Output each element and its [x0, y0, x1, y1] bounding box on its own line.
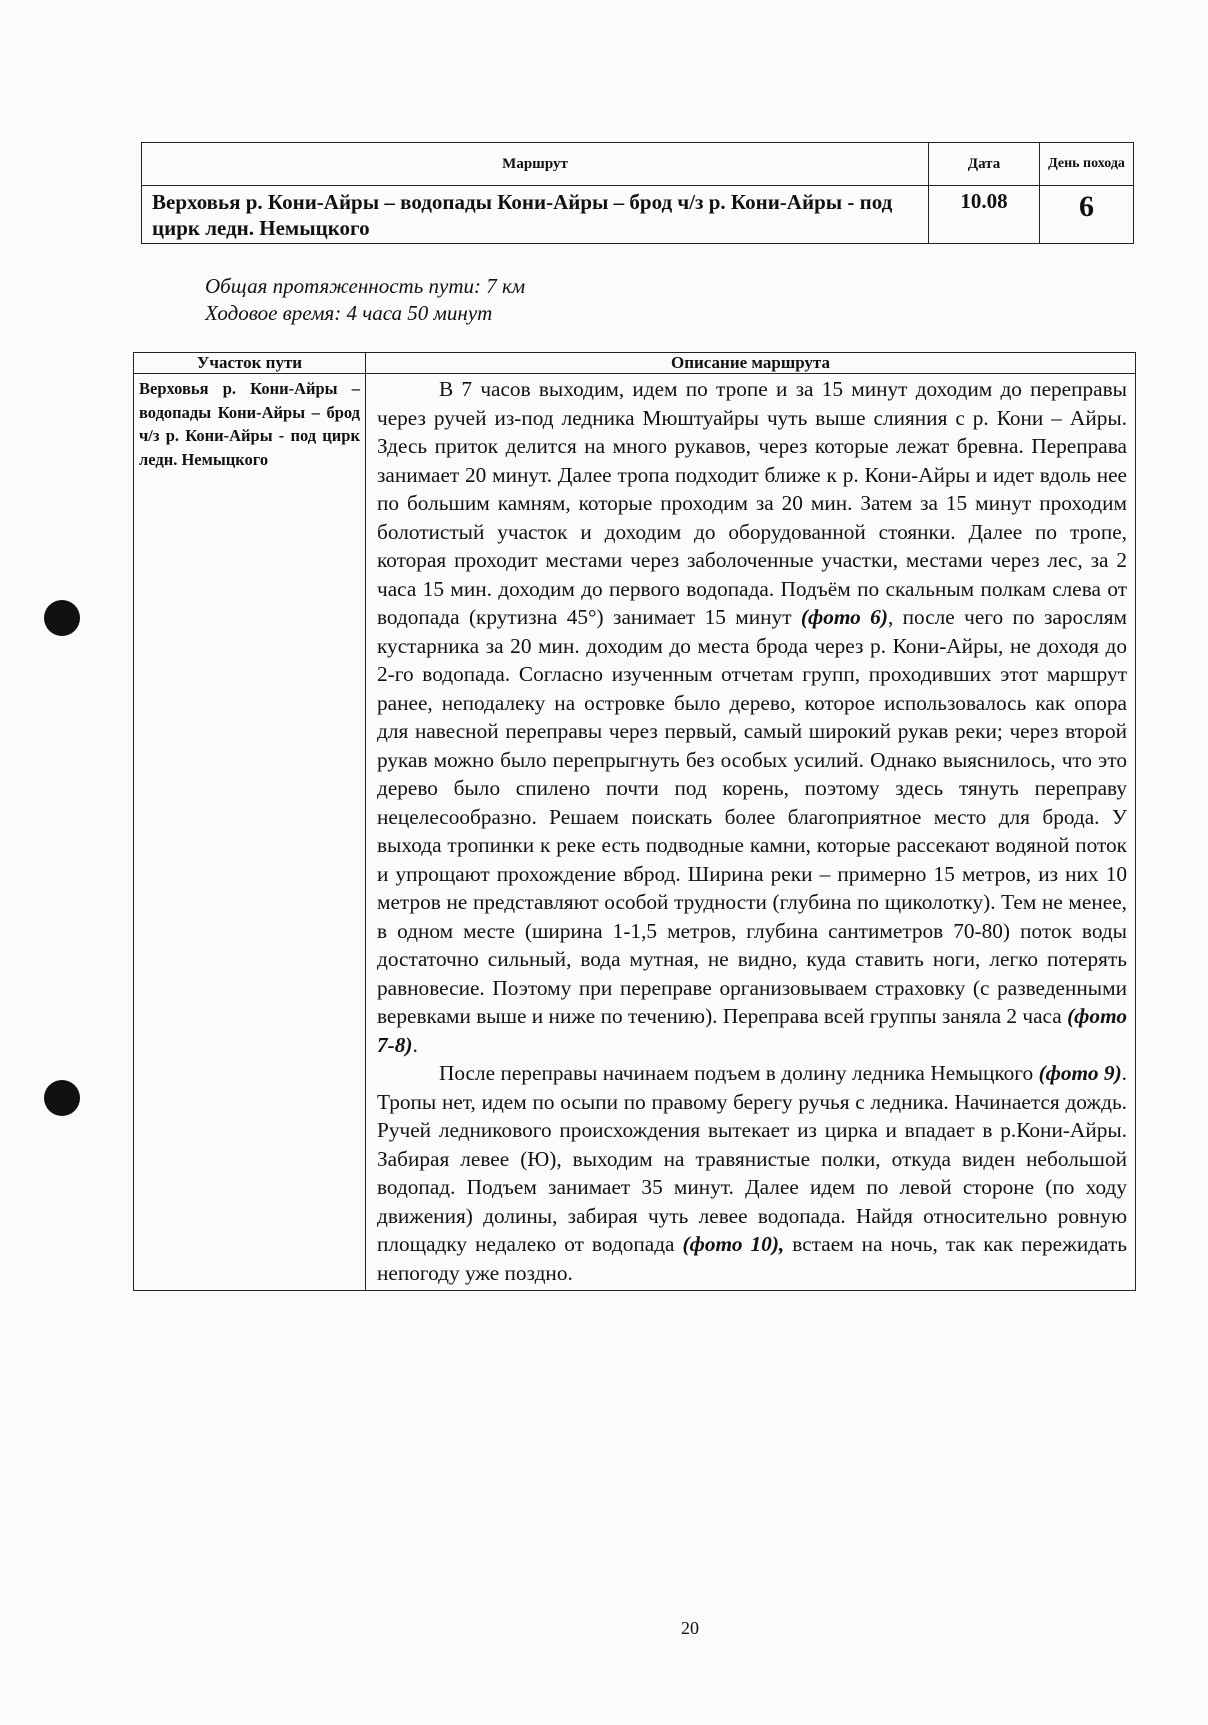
segment-cell: Верховья р. Кони-Айры – водопады Кони-Айры – брод ч/з р. Кони-Айры - под цирк ледн. Немыцкого [134, 374, 366, 1291]
segment-column-header: Участок пути [134, 353, 366, 374]
route-column-header: Маршрут [142, 143, 929, 186]
photo-reference: (фото 9) [1038, 1061, 1122, 1085]
route-day-number: 6 [1040, 186, 1134, 244]
page-number: 20 [681, 1618, 699, 1638]
day-column-header: День похода [1040, 143, 1134, 186]
route-name: Верховья р. Кони-Айры – водопады Кони-Айры – брод ч/з р. Кони-Айры - под цирк ледн. Немыцкого [142, 186, 929, 244]
punch-hole-bottom [44, 1080, 80, 1116]
route-date: 10.08 [929, 186, 1040, 244]
description-cell [366, 374, 1136, 1291]
route-header-table [141, 142, 1134, 244]
photo-reference: (фото 6) [800, 605, 888, 629]
description-paragraph-1: В 7 часов выходим, идем по тропе и за 15 минут доходим до переправы через ручей из-под ледника Мюштуайры чуть выше слияния с р. Кони – Айры. Здесь приток делится на много рукавов, через которые лежат бревна. Переправа занимает 20 минут. Далее тропа подходит ближе к р. Кони-Айры и идет вдоль нее по большим камням, которые проходим за 20 мин. Затем за 15 минут проходим болотистый участок и доходим до оборудованной стоянки. Далее по тропе, которая проходит местами через заболоченные участки, местами через лес, за 2 часа 15 мин. доходим до первого водопада. Подъём по скальным полкам слева от водопада (крутизна 45°) занимает 15 минут (фото 6), после чего по зарослям кустарника за 20 мин. доходим до места брода через р. Кони-Айры, не доходя до 2-го водопада. Согласно изученным отчетам групп, проходивших этот маршрут ранее, неподалеку на островке было дерево, которое использовалось как опора для навесной переправы через первый, самый широкий рукав реки; через второй рукав можно было перепрыгнуть без особых усилий. Однако выяснилось, что это дерево было спилено почти под корень, поэтому здесь тянуть переправу нецелесообразно. Решаем поискать более благоприятное место для брода. У выхода тропинки к реке есть подводные камни, которые рассекают водяной поток и упрощают прохождение вброд. Ширина реки – примерно 15 метров, из них 10 метров не представляют особой трудности (глубина по щиколотку). Тем не менее, в одном месте (ширина 1-1,5 метров, глубина сантиметров 70-80) поток воды достаточно сильный, вода мутная, не видно, куда ставить ноги, легко потерять равновесие. Поэтому при переправе организовываем страховку (с разведенными веревками выше и ниже по течению). Переправа всей группы заняла 2 часа (фото 7-8). [377, 377, 1127, 1057]
description-column-header: Описание маршрута [366, 353, 1136, 374]
total-distance: Общая протяженность пути: 7 км [205, 274, 526, 298]
date-column-header: Дата [929, 143, 1040, 186]
punch-hole-top [44, 600, 80, 636]
photo-reference: (фото 7-8) [377, 1004, 1127, 1057]
photo-reference: (фото 10), [682, 1232, 785, 1256]
route-description-table [133, 352, 1136, 1291]
walking-time: Ходовое время: 4 часа 50 минут [205, 301, 493, 325]
description-paragraph-2: После переправы начинаем подъем в долину ледника Немыцкого (фото 9). Тропы нет, идем по осыпи по правому берегу ручья с ледника. Начинается дождь. Ручей ледникового происхождения вытекает из цирка и впадает в р.Кони-Айры. Забирая левее (Ю), выходим на травянистые полки, откуда виден небольшой водопад. Подъем занимает 35 минут. Далее идем по левой стороне (по ходу движения) долины, забирая чуть левее водопада. Найдя относительно ровную площадку недалеко от водопада (фото 10), встаем на ночь, так как пережидать непогоду уже поздно. [377, 1061, 1127, 1285]
